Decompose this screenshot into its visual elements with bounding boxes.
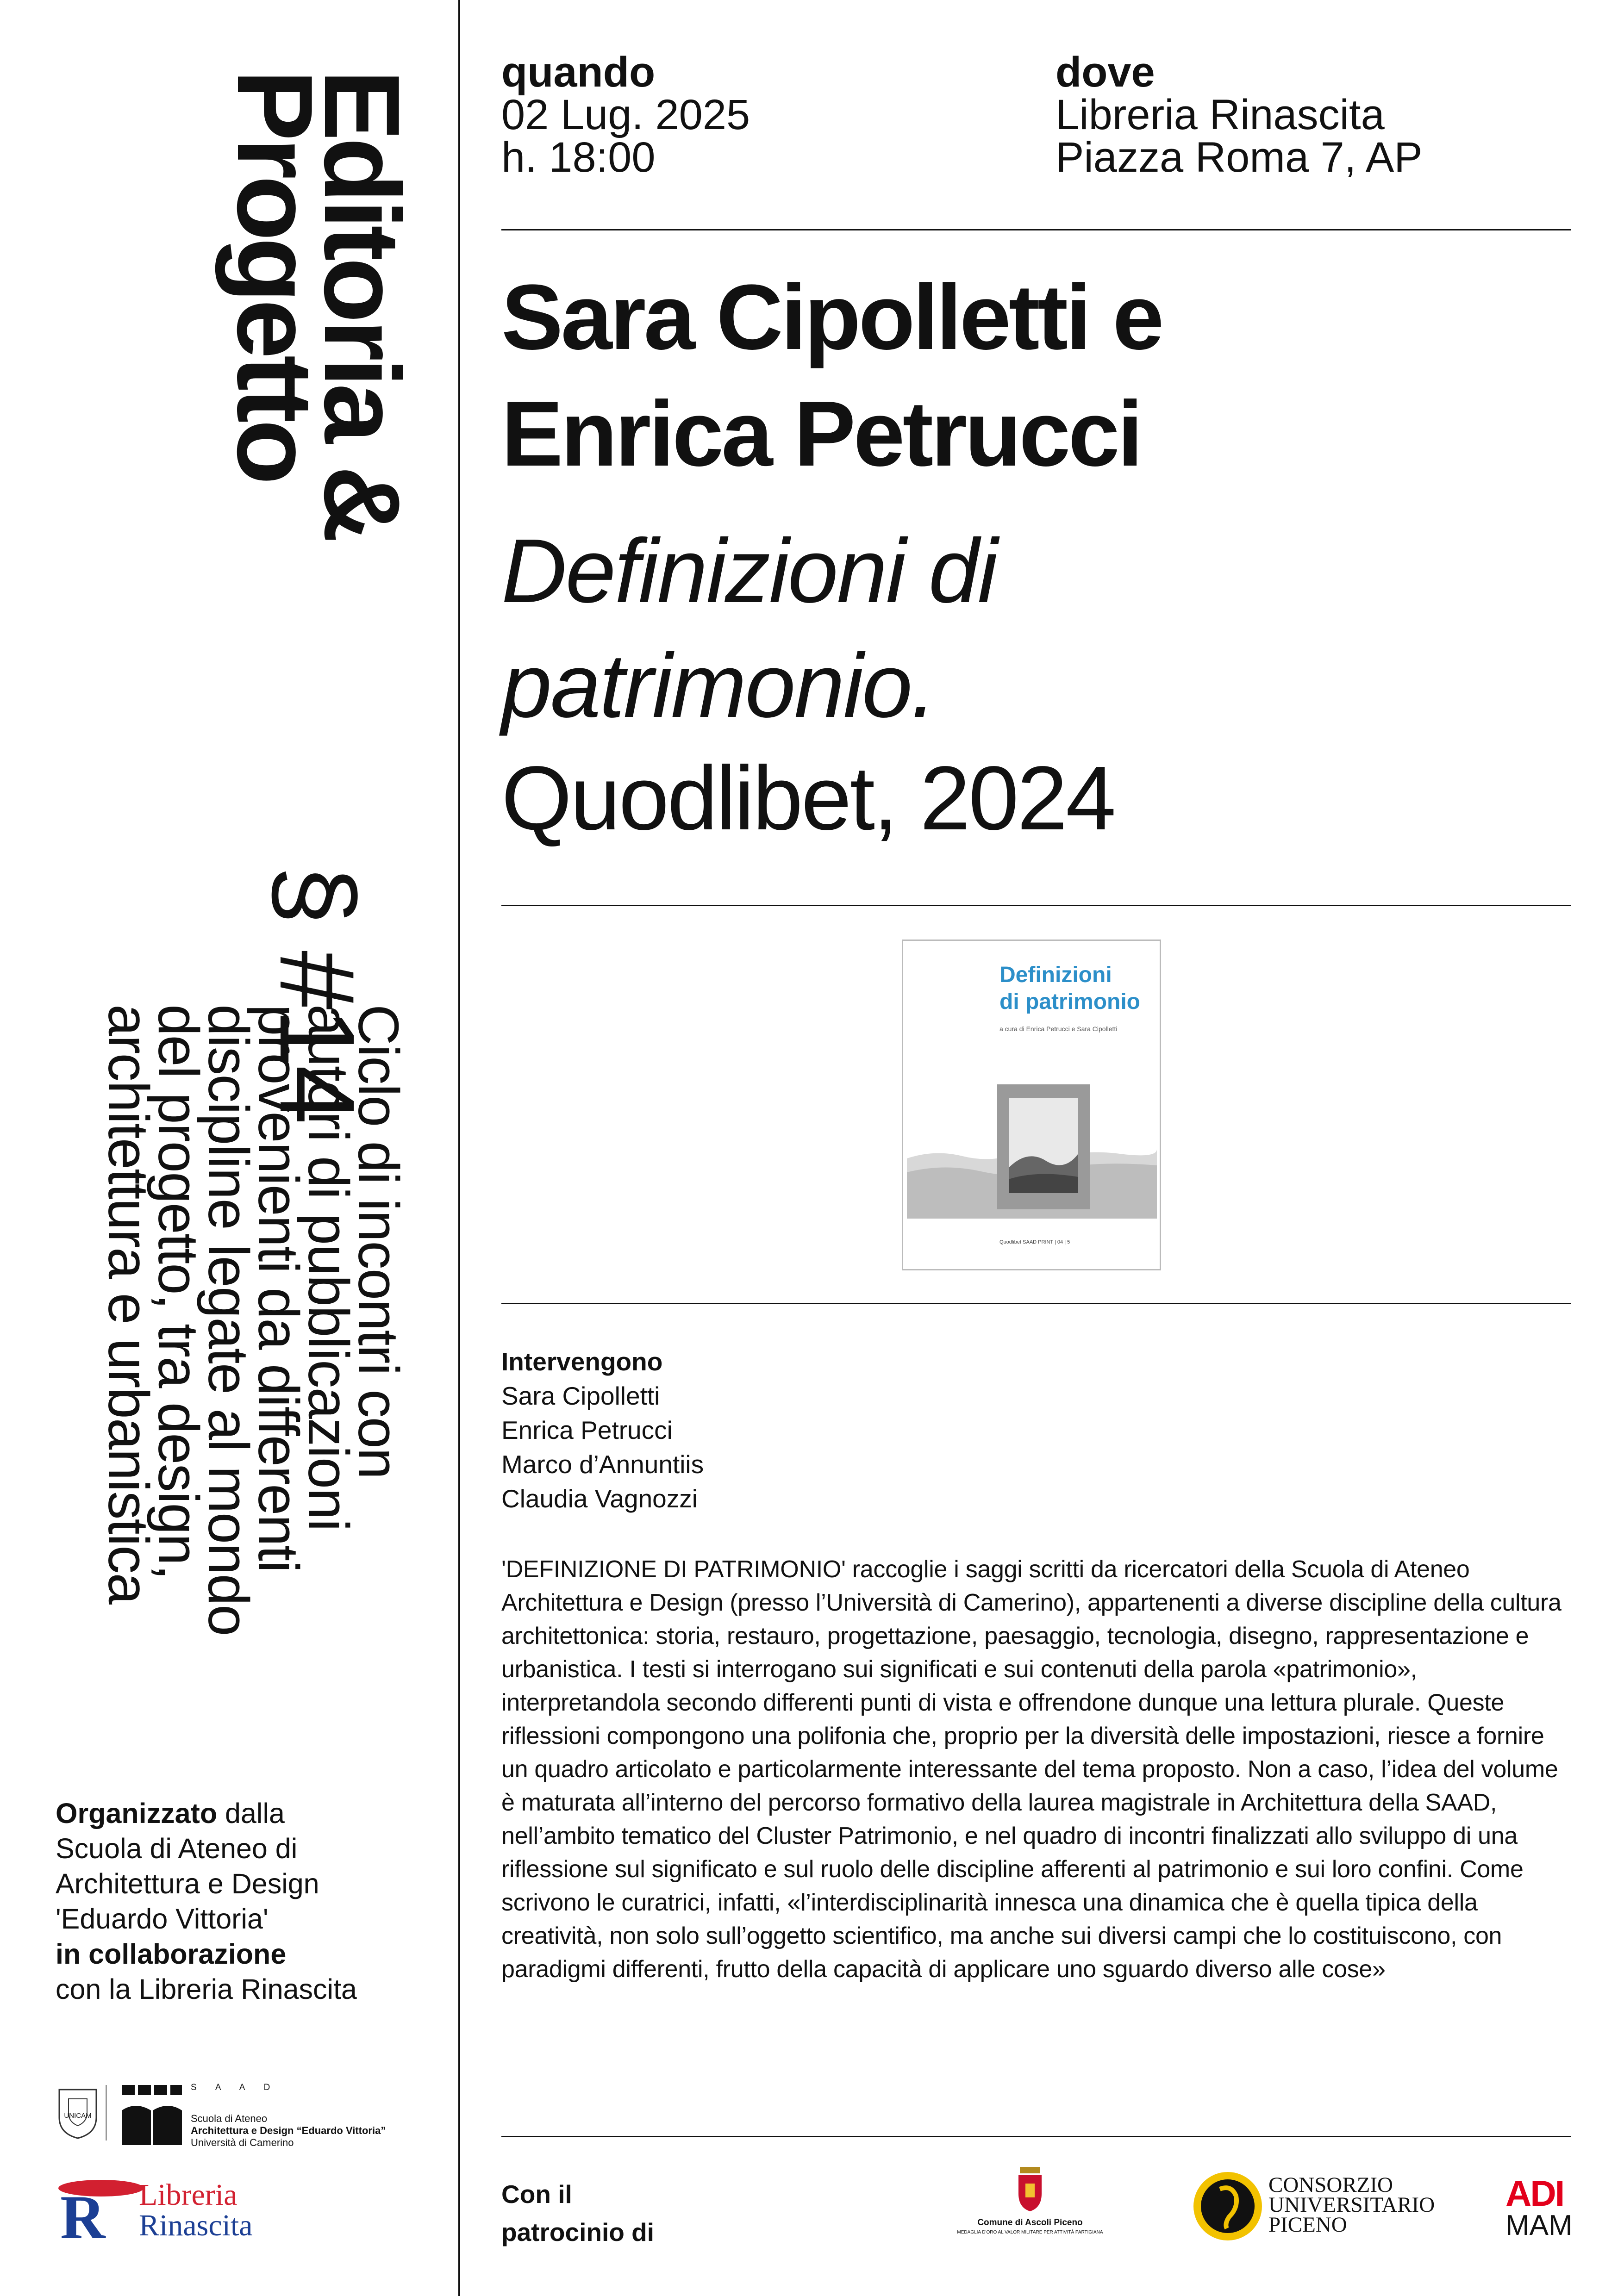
series-title xyxy=(215,69,422,540)
consorzio-line3: PICENO xyxy=(1268,2213,1347,2237)
patronage-label xyxy=(501,2175,654,2251)
event-where xyxy=(1056,51,1423,179)
libreria-text xyxy=(139,2180,253,2241)
unicam-logo xyxy=(55,2085,101,2140)
book-publisher-year: Quodlibet, 2024 xyxy=(501,747,1114,849)
series-description-line: discipline legate al mondo xyxy=(196,1004,260,1636)
cover-title-line2: di patrimonio xyxy=(999,989,1140,1014)
series-description-line: autori di pubblicazioni xyxy=(296,1004,360,1531)
when-label: quando xyxy=(501,49,656,96)
comune-crest-icon xyxy=(1016,2166,1044,2212)
consorzio-text xyxy=(1268,2175,1435,2235)
collab-rest: con la Libreria Rinascita xyxy=(56,1973,357,2005)
cover-title xyxy=(999,962,1140,1015)
authors-line1: Sara Cipolletti e xyxy=(501,266,1162,369)
libreria-rinascita-logo xyxy=(55,2179,147,2244)
organized-label: Organizzato xyxy=(56,1798,218,1829)
collab-label: in collaborazione xyxy=(56,1938,287,1970)
consorzio-seal-icon xyxy=(1192,2171,1264,2242)
organizer-line: Architettura e Design xyxy=(56,1868,319,1899)
cover-landscape-icon xyxy=(907,1080,1157,1219)
series-title-line2: Progetto xyxy=(215,69,335,481)
adi-label: ADI xyxy=(1505,2173,1564,2214)
patronage-line1: Con il xyxy=(501,2180,572,2209)
speaker-name: Marco d’Annuntiis xyxy=(501,1450,704,1479)
speaker-name: Enrica Petrucci xyxy=(501,1416,673,1444)
organized-rest: dalla xyxy=(217,1798,285,1829)
speaker-name: Claudia Vagnozzi xyxy=(501,1484,698,1513)
organizer-line: 'Eduardo Vittoria' xyxy=(56,1903,269,1935)
consorzio-line2: UNIVERSITARIO xyxy=(1268,2193,1435,2217)
rule-after-cover xyxy=(501,1303,1571,1304)
libreria-line1: Libreria xyxy=(139,2178,237,2212)
series-number: § #14 xyxy=(258,865,377,1123)
event-venue: Libreria Rinascita xyxy=(1056,91,1385,138)
rule-after-title xyxy=(501,905,1571,906)
authors-line2: Enrica Petrucci xyxy=(501,382,1141,485)
rule-after-meta xyxy=(501,229,1571,230)
organizer-line: Scuola di Ateneo di xyxy=(56,1833,298,1864)
libreria-r-icon xyxy=(55,2179,147,2244)
saad-text xyxy=(191,2113,386,2149)
saad-mark xyxy=(119,2083,184,2147)
consorzio-line1: CONSORZIO xyxy=(1268,2173,1393,2197)
series-description-line: Ciclo di incontri con xyxy=(346,1004,410,1479)
cover-subtitle: a cura di Enrica Petrucci e Sara Cipolletti xyxy=(999,1025,1118,1033)
series-description-line: del progetto, tra design, xyxy=(146,1004,210,1580)
series-title-line1: Editoria & xyxy=(302,69,422,540)
organizer-block xyxy=(56,1796,435,2007)
event-date: 02 Lug. 2025 xyxy=(501,91,750,138)
book-description: 'DEFINIZIONE DI PATRIMONIO' raccoglie i saggi scritti da ricercatori della Scuola di Ateneo Architettura e Design (presso l’Università di Camerino), appartenenti a diverse discipline della cultura architettonica: storia, restauro, progettazione, paesaggio, tecnologia, disegno, rappresentazione e urbanistica. I testi si interrogano sui significati e sui contenuti della parola «patrimonio», interpretandola secondo differenti punti di vista e offrendone dunque una lettura plurale. Queste riflessioni compongono una polifonia che, proprio per la diversità delle impostazioni, riesce a fornire un quadro articolato e particolarmente interessante del tema proposto. Non a caso, l’idea del volume è maturata all’interno del percorso formativo della laurea magistrale in Architettura della SAAD, nell’ambito tematico del Cluster Patrimonio, e nel quadro di incontri finalizzati allo sviluppo di una riflessione sul significato e sul ruolo delle discipline afferenti al patrimonio e sui loro confini. Come scrivono le curatrici, infatti, «l’interdisciplinarità innesca una dinamica che è quella tipica della creatività, non solo sull’oggetto scientifico, ma anche sui diversi campi che lo costituiscono, con paradigmi differenti, frutto della capacità di applicare uno sguardo diverso alle cose» xyxy=(501,1556,1562,1983)
event-time: h. 18:00 xyxy=(501,134,656,181)
mam-label: MAM xyxy=(1505,2209,1573,2241)
comune-sub: MEDAGLIA D'ORO AL VALOR MILITARE PER ATTIVITÀ PARTIGIANA xyxy=(957,2230,1103,2235)
saad-wordmark: S A A D xyxy=(191,2083,279,2092)
event-address: Piazza Roma 7, AP xyxy=(1056,134,1423,181)
speaker-name: Sara Cipolletti xyxy=(501,1381,660,1410)
book-title-line2: patrimonio. xyxy=(501,635,935,736)
comune-label: Comune di Ascoli Piceno xyxy=(977,2218,1083,2228)
series-description-line: architettura e urbanistica xyxy=(96,1004,160,1604)
speakers-heading: Intervengono xyxy=(501,1347,663,1376)
logo-separator xyxy=(106,2085,107,2140)
saad-symbol-icon xyxy=(119,2083,184,2147)
where-label: dove xyxy=(1056,49,1155,96)
svg-text:R: R xyxy=(60,2183,106,2244)
event-when xyxy=(501,51,750,179)
speakers-block xyxy=(501,1344,704,1516)
book-title-line1: Definizioni di xyxy=(501,520,997,622)
consorzio-logo xyxy=(1192,2171,1264,2242)
column-divider xyxy=(458,0,460,2296)
series-description-line: provenienti da differenti xyxy=(246,1004,310,1572)
book-title xyxy=(501,514,996,743)
saad-line2: Architettura e Design “Eduardo Vittoria” xyxy=(191,2125,386,2136)
comune-crest xyxy=(1016,2166,1044,2212)
series-description xyxy=(96,1004,410,1636)
book-authors xyxy=(501,259,1162,492)
patronage-line2: patrocinio di xyxy=(501,2218,654,2246)
book-cover xyxy=(902,940,1161,1270)
saad-line3: Università di Camerino xyxy=(191,2137,294,2148)
cover-title-line1: Definizioni xyxy=(999,963,1112,987)
unicam-label: UNICAM xyxy=(64,2112,92,2120)
rule-after-description xyxy=(501,2136,1571,2137)
cover-footer: Quodlibet SAAD PRINT | 04 | 5 xyxy=(999,1239,1070,1245)
saad-line1: Scuola di Ateneo xyxy=(191,2113,268,2124)
libreria-line2: Rinascita xyxy=(139,2209,253,2242)
